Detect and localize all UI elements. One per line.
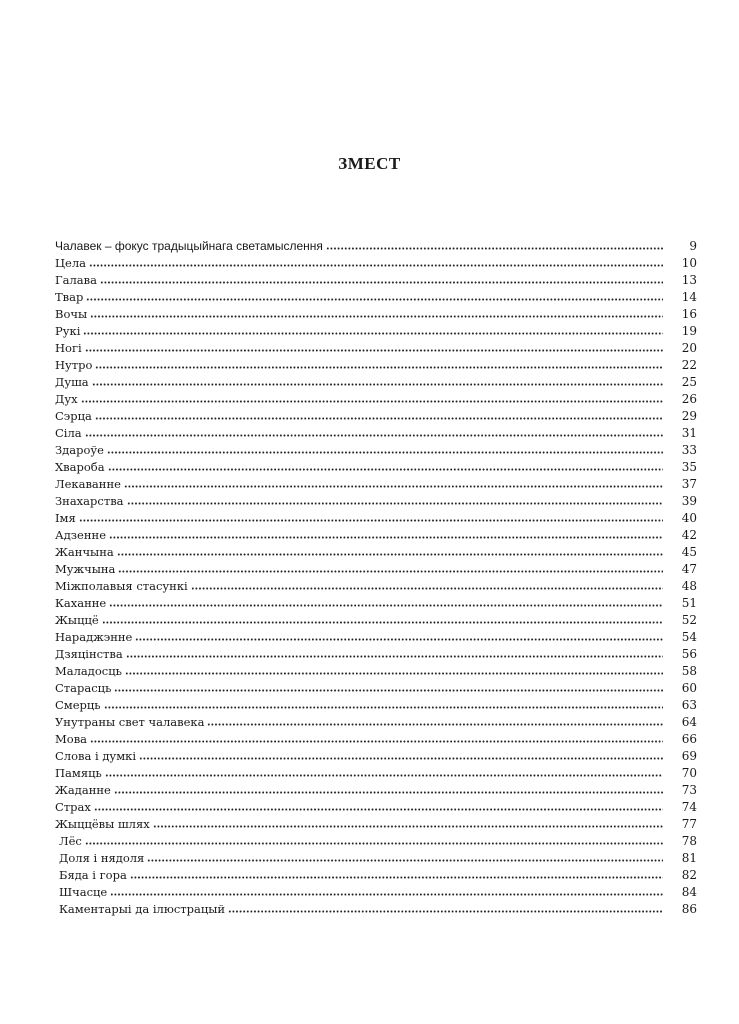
toc-entry-title: Сэрца — [55, 409, 92, 423]
dot-leader — [102, 621, 663, 624]
dot-leader — [85, 349, 663, 352]
toc-entry-title: Хвароба — [55, 460, 105, 474]
toc-entry-title: Здароўе — [55, 443, 104, 457]
toc-entry-title: Імя — [55, 511, 76, 525]
toc-entry-title: Жаданне — [55, 783, 111, 797]
dot-leader — [127, 502, 663, 505]
dot-leader — [105, 774, 663, 777]
toc-entry-page: 42 — [681, 528, 697, 542]
toc-entry[interactable] — [55, 713, 697, 730]
dot-leader — [86, 298, 663, 301]
dot-leader — [104, 706, 663, 709]
toc-entry[interactable] — [55, 543, 697, 560]
dot-leader — [95, 366, 663, 369]
toc-entry[interactable] — [55, 577, 697, 594]
dot-leader — [100, 281, 663, 284]
toc-entry[interactable] — [55, 815, 697, 832]
toc-entry-title: Смерць — [55, 698, 101, 712]
dot-leader — [125, 672, 663, 675]
dot-leader — [89, 264, 663, 267]
toc-entry-page: 66 — [681, 732, 697, 746]
toc-entry[interactable] — [55, 594, 697, 611]
toc-entry-title: Дух — [55, 392, 78, 406]
toc-entry[interactable] — [55, 373, 697, 390]
toc-entry-page: 64 — [681, 715, 697, 729]
toc-entry[interactable] — [55, 288, 697, 305]
toc-entry-page: 22 — [681, 358, 697, 372]
toc-entry-page: 45 — [681, 545, 697, 559]
toc-entry[interactable] — [55, 305, 697, 322]
toc-entry-title: Унутраны свет чалавека — [55, 715, 205, 729]
toc-entry-title: Вочы — [55, 307, 88, 321]
toc-entry[interactable] — [55, 832, 697, 849]
toc-entry-page: 31 — [681, 426, 697, 440]
toc-entry[interactable] — [55, 271, 697, 288]
toc-entry-title: Рукі — [55, 324, 81, 338]
dot-leader — [79, 519, 663, 522]
toc-entry[interactable] — [55, 492, 697, 509]
dot-leader — [109, 604, 663, 607]
toc-entry-title: Бяда і гора — [59, 868, 127, 882]
toc-entry[interactable] — [55, 730, 697, 747]
toc-entry-title: Слова і думкі — [55, 749, 137, 763]
toc-entry-page: 16 — [681, 307, 697, 321]
toc-entry-title: Мова — [55, 732, 88, 746]
toc-entry-title: Галава — [55, 273, 97, 287]
dot-leader — [81, 400, 663, 403]
dot-leader — [207, 723, 663, 726]
toc-entry-title: Мужчына — [55, 562, 116, 576]
toc-entry-page: 13 — [681, 273, 697, 287]
dot-leader — [109, 536, 663, 539]
toc-entry-title: Адзенне — [55, 528, 107, 542]
toc-entry-title: Доля і нядоля — [59, 851, 145, 865]
toc-entry[interactable] — [55, 900, 697, 917]
toc-entry[interactable] — [55, 628, 697, 645]
toc-entry-page: 86 — [681, 902, 697, 916]
toc-entry[interactable] — [55, 696, 697, 713]
dot-leader — [92, 383, 663, 386]
toc-entry-title: Памяць — [55, 766, 102, 780]
toc-entry-page: 47 — [681, 562, 697, 576]
toc-entry-title: Страх — [55, 800, 91, 814]
dot-leader — [90, 315, 663, 318]
toc-entry-page: 48 — [681, 579, 697, 593]
toc-entry[interactable] — [55, 747, 697, 764]
dot-leader — [228, 910, 663, 913]
toc-entry-page: 70 — [681, 766, 697, 780]
toc-entry-title: Лекаванне — [55, 477, 121, 491]
toc-entry-page: 54 — [681, 630, 697, 644]
toc-entry[interactable] — [55, 764, 697, 781]
toc-entry-title: Міжполавыя стасункі — [55, 579, 188, 593]
toc-entry-title: Лёс — [59, 834, 82, 848]
toc-entry[interactable] — [55, 254, 697, 271]
toc-entry-page: 58 — [681, 664, 697, 678]
toc-entry[interactable] — [55, 356, 697, 373]
dot-leader — [126, 655, 663, 658]
toc-entry[interactable] — [55, 526, 697, 543]
toc-entry[interactable] — [55, 322, 697, 339]
dot-leader — [110, 893, 663, 896]
toc-entry-title: Твар — [55, 290, 84, 304]
toc-entry-page: 9 — [689, 239, 697, 253]
toc-entry-title: Каментарыі да ілюстрацый — [59, 902, 226, 916]
toc-entry-page: 29 — [681, 409, 697, 423]
toc-entry-page: 25 — [681, 375, 697, 389]
toc-entry-title: Дзяцінства — [55, 647, 123, 661]
toc-entry-title: Каханне — [55, 596, 107, 610]
dot-leader — [83, 332, 663, 335]
toc-entry-page: 56 — [681, 647, 697, 661]
dot-leader — [94, 808, 663, 811]
toc-entry-page: 33 — [681, 443, 697, 457]
toc-entry-page: 39 — [681, 494, 697, 508]
toc-entry[interactable] — [55, 339, 697, 356]
dot-leader — [85, 434, 663, 437]
toc-entry-page: 37 — [681, 477, 697, 491]
dot-leader — [191, 587, 663, 590]
toc-entry-page: 51 — [681, 596, 697, 610]
toc-entry-page: 74 — [681, 800, 697, 814]
dot-leader — [114, 791, 663, 794]
toc-entry[interactable] — [55, 798, 697, 815]
dot-leader — [107, 451, 663, 454]
toc-entry[interactable] — [55, 390, 697, 407]
dot-leader — [139, 757, 663, 760]
toc-entry-page: 81 — [681, 851, 697, 865]
page-title: ЗМЕСТ — [338, 154, 401, 173]
toc-entry-page: 40 — [681, 511, 697, 525]
dot-leader — [118, 570, 663, 573]
toc-entry-page: 26 — [681, 392, 697, 406]
toc-entry-page: 77 — [681, 817, 697, 831]
toc-entry[interactable] — [55, 781, 697, 798]
toc-entry-title: Ногі — [55, 341, 82, 355]
dot-leader — [95, 417, 663, 420]
dot-leader — [90, 740, 663, 743]
toc-entry-title: Нутро — [55, 358, 93, 372]
toc-entry-page: 19 — [681, 324, 697, 338]
toc-entry-page: 63 — [681, 698, 697, 712]
toc-entry-title: Жанчына — [55, 545, 114, 559]
toc-entry[interactable] — [55, 509, 697, 526]
toc-entry[interactable] — [55, 679, 697, 696]
dot-leader — [153, 825, 663, 828]
toc-entry[interactable] — [55, 866, 697, 883]
toc-entry-title: Цела — [55, 256, 86, 270]
toc-entry[interactable] — [55, 424, 697, 441]
toc-entry-title: Чалавек – фокус традыцыйнага светамыслення — [55, 239, 323, 253]
toc-entry-page: 14 — [681, 290, 697, 304]
dot-leader — [124, 485, 663, 488]
toc-entry-title: Жыццё — [55, 613, 99, 627]
toc-entry-page: 84 — [681, 885, 697, 899]
toc-entry[interactable] — [55, 883, 697, 900]
dot-leader — [85, 842, 663, 845]
table-of-contents — [55, 237, 697, 917]
dot-leader — [114, 689, 663, 692]
toc-entry-page: 60 — [681, 681, 697, 695]
toc-entry-page: 10 — [681, 256, 697, 270]
toc-entry-page: 78 — [681, 834, 697, 848]
toc-entry[interactable] — [55, 441, 697, 458]
toc-entry-title: Шчасце — [59, 885, 108, 899]
toc-entry[interactable] — [55, 475, 697, 492]
toc-entry-page: 69 — [681, 749, 697, 763]
toc-entry[interactable] — [55, 662, 697, 679]
toc-entry-title: Знахарства — [55, 494, 124, 508]
toc-entry-title: Старасць — [55, 681, 112, 695]
toc-entry-title: Маладосць — [55, 664, 122, 678]
toc-entry-page: 52 — [681, 613, 697, 627]
dot-leader — [108, 468, 663, 471]
toc-entry-title: Нараджэнне — [55, 630, 133, 644]
toc-entry[interactable] — [55, 645, 697, 662]
dot-leader — [326, 247, 663, 250]
dot-leader — [130, 876, 663, 879]
toc-entry[interactable] — [55, 237, 697, 254]
toc-entry-page: 20 — [681, 341, 697, 355]
dot-leader — [147, 859, 663, 862]
toc-entry-page: 82 — [681, 868, 697, 882]
toc-entry[interactable] — [55, 611, 697, 628]
dot-leader — [135, 638, 663, 641]
toc-entry-title: Жыццёвы шлях — [55, 817, 150, 831]
toc-entry-title: Душа — [55, 375, 89, 389]
toc-entry-title: Сіла — [55, 426, 82, 440]
toc-entry[interactable] — [55, 560, 697, 577]
toc-entry-page: 73 — [681, 783, 697, 797]
dot-leader — [117, 553, 663, 556]
toc-entry[interactable] — [55, 458, 697, 475]
toc-entry[interactable] — [55, 407, 697, 424]
toc-entry-page: 35 — [681, 460, 697, 474]
toc-entry[interactable] — [55, 849, 697, 866]
